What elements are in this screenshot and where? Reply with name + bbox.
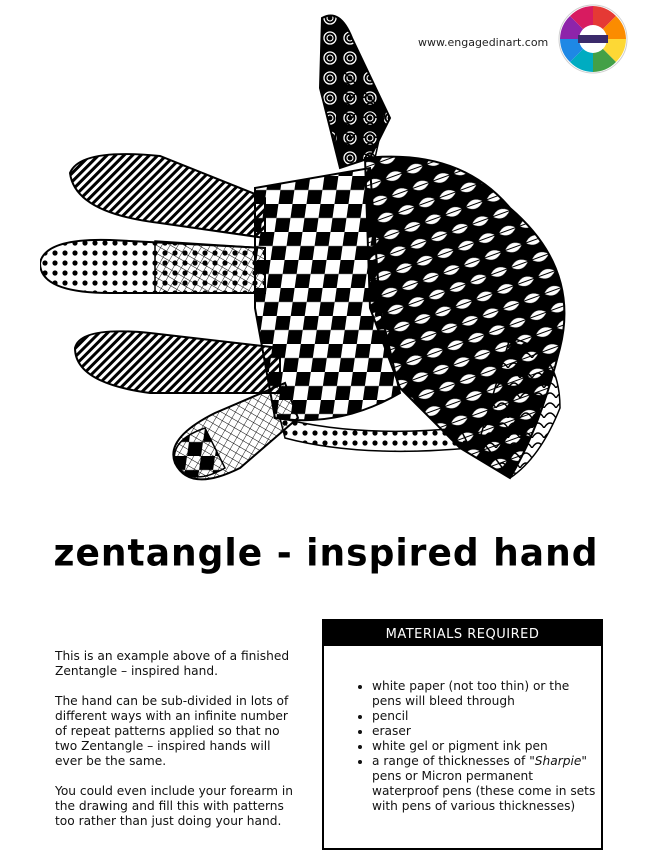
materials-list bbox=[324, 679, 602, 814]
zentangle-hand-illustration bbox=[40, 8, 600, 490]
description-paragraph: This is an example above of a finished Zentangle – inspired hand. bbox=[55, 649, 290, 678]
website-url: www.engagedinart.com bbox=[418, 36, 549, 49]
page-title: zentangle - inspired hand bbox=[53, 531, 599, 576]
materials-box bbox=[322, 619, 603, 850]
description-paragraph: The hand can be sub-divided in lots of different ways with an infinite number of repeat patterns applied so that no two Zentangle – inspired hands will ever be the same. bbox=[55, 694, 289, 768]
materials-item: • pencil bbox=[372, 709, 602, 724]
description-text bbox=[55, 649, 300, 844]
materials-item: • white gel or pigment ink pen bbox=[372, 739, 602, 754]
materials-item bbox=[372, 754, 602, 814]
materials-heading: MATERIALS REQUIRED bbox=[324, 621, 601, 646]
description-paragraph: You could even include your forearm in the drawing and fill this with patterns too rather than just doing your hand. bbox=[55, 784, 293, 828]
materials-item: • white paper (not too thin) or the pens will bleed through bbox=[372, 679, 602, 709]
materials-item-text: a range of thicknesses of bbox=[372, 754, 530, 768]
engaged-in-art-logo bbox=[558, 4, 628, 74]
materials-item: • eraser bbox=[372, 724, 602, 739]
materials-item-text: pens or Micron permanent waterproof pens (these come in sets with pens of various thicknesses) bbox=[372, 769, 596, 813]
materials-item-brand: "Sharpie" bbox=[529, 754, 587, 768]
